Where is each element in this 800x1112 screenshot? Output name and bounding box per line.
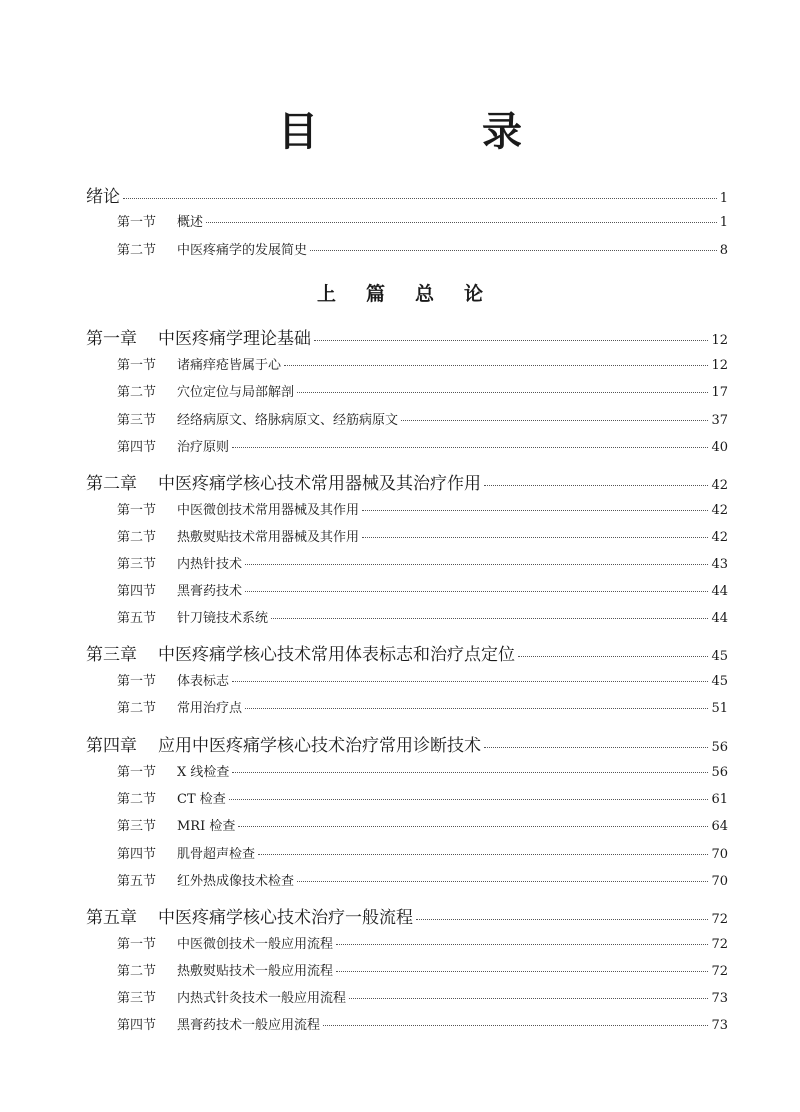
toc-section-entry: [117, 987, 728, 1006]
toc-section-entry: [117, 761, 728, 780]
entry-number: 第一节: [117, 358, 157, 373]
dot-leader: [349, 997, 708, 999]
entry-number: 第三章: [86, 645, 137, 665]
dot-leader: [258, 853, 708, 855]
toc-chapter-entry: [86, 324, 728, 349]
entry-number: 第二章: [86, 474, 137, 494]
page-number: 37: [711, 413, 728, 428]
entry-title: X 线检查: [177, 765, 230, 780]
toc-section-entry: [117, 697, 728, 716]
entry-number: 第一节: [117, 937, 157, 952]
entry-title: 治疗原则: [177, 440, 230, 455]
entry-number: 第三节: [117, 413, 157, 428]
entry-title: 内热式针灸技术一般应用流程: [177, 991, 347, 1006]
dot-leader: [206, 221, 717, 223]
dot-leader: [416, 918, 708, 920]
page-number: 12: [711, 333, 728, 348]
entry-label: [86, 182, 120, 207]
toc-chapter-entry: [86, 469, 728, 494]
dot-leader: [362, 509, 708, 511]
entry-title: 中医疼痛学核心技术治疗一般流程: [158, 908, 413, 928]
entry-title: 经络病原文、络脉病原文、经筋病原文: [177, 413, 399, 428]
page-number: 72: [711, 964, 728, 979]
toc-section-entry: [117, 788, 728, 807]
entry-title: 内热针技术: [177, 557, 243, 572]
toc-section-entry: [117, 436, 728, 455]
entry-label: [86, 640, 515, 665]
entry-title: 应用中医疼痛学核心技术治疗常用诊断技术: [158, 736, 481, 756]
dot-leader: [336, 970, 708, 972]
entry-title: 肌骨超声检查: [177, 847, 256, 862]
toc-section-entry: [117, 580, 728, 599]
entry-number: 第三节: [117, 819, 157, 834]
entry-number: 第二节: [117, 243, 157, 258]
dot-leader: [314, 339, 708, 341]
entry-number: 第一节: [117, 503, 157, 518]
page-number: 8: [719, 243, 728, 258]
toc-section-entry: [117, 815, 728, 834]
entry-label: [117, 697, 242, 716]
entry-number: 第四节: [117, 1018, 157, 1033]
dot-leader: [232, 771, 708, 773]
entry-label: [86, 903, 413, 928]
page-number: 45: [711, 649, 728, 664]
entry-title: 中医微创技术一般应用流程: [177, 937, 334, 952]
page-number: 42: [711, 530, 728, 545]
entry-title: 体表标志: [177, 674, 230, 689]
entry-title: 针刀镜技术系统: [177, 611, 269, 626]
page-number: 42: [711, 478, 728, 493]
entry-title: 热敷熨贴技术一般应用流程: [177, 964, 334, 979]
entry-label: [117, 987, 346, 1006]
entry-label: [117, 788, 226, 807]
dot-leader: [271, 617, 708, 619]
entry-label: [117, 815, 235, 834]
page-number: 73: [711, 991, 728, 1006]
toc-section-entry: [117, 670, 728, 689]
dot-leader: [310, 249, 717, 251]
page-number: 44: [711, 611, 728, 626]
entry-number: 第一节: [117, 765, 157, 780]
entry-number: 第二节: [117, 964, 157, 979]
entry-number: 第二节: [117, 792, 157, 807]
entry-title: 热敷熨贴技术常用器械及其作用: [177, 530, 360, 545]
entry-title: 黑膏药技术: [177, 584, 243, 599]
entry-number: 第四节: [117, 440, 157, 455]
toc-section-entry: [117, 933, 728, 952]
page-number: 1: [719, 215, 728, 230]
entry-label: [117, 580, 242, 599]
page-number: 72: [711, 937, 728, 952]
toc-chapter-entry: [86, 182, 728, 207]
toc-section-entry: [117, 381, 728, 400]
entry-label: [117, 670, 229, 689]
page-number: 44: [711, 584, 728, 599]
dot-leader: [518, 655, 708, 657]
page-number: 42: [711, 503, 728, 518]
entry-label: [86, 469, 481, 494]
page-number: 61: [711, 792, 728, 807]
entry-title: 中医疼痛学理论基础: [158, 329, 311, 349]
page-number: 43: [711, 557, 728, 572]
entry-label: [117, 960, 333, 979]
toc-section-entry: [117, 607, 728, 626]
page-number: 45: [711, 674, 728, 689]
entry-label: [117, 843, 255, 862]
dot-leader: [297, 880, 708, 882]
dot-leader: [232, 680, 708, 682]
dot-leader: [123, 197, 717, 199]
dot-leader: [245, 590, 708, 592]
entry-label: [117, 211, 203, 230]
dot-leader: [401, 419, 708, 421]
dot-leader: [484, 746, 708, 748]
entry-number: 第一节: [117, 215, 157, 230]
page-number: 70: [711, 874, 728, 889]
entry-title: MRI 检查: [177, 819, 236, 834]
page-number: 64: [711, 819, 728, 834]
dot-leader: [238, 825, 708, 827]
toc-section-entry: [117, 354, 728, 373]
entry-number: 第五节: [117, 874, 157, 889]
toc-section-entry: [117, 211, 728, 230]
entry-number: 第四节: [117, 847, 157, 862]
entry-label: [117, 1014, 320, 1033]
toc-title: 目 录: [278, 109, 584, 155]
entry-number: 第二节: [117, 385, 157, 400]
entry-title: 常用治疗点: [177, 701, 243, 716]
page-number: 1: [719, 191, 728, 206]
entry-number: 第四节: [117, 584, 157, 599]
entry-number: 第二节: [117, 701, 157, 716]
entry-title: 中医疼痛学核心技术常用器械及其治疗作用: [158, 474, 481, 494]
entry-title: 黑膏药技术一般应用流程: [177, 1018, 321, 1033]
entry-label: [117, 381, 294, 400]
entry-title: 概述: [177, 215, 204, 230]
entry-label: [117, 239, 307, 258]
toc-section-entry: [117, 960, 728, 979]
toc-section-entry: [117, 499, 728, 518]
toc-chapter-entry: [86, 640, 728, 665]
page-number: 56: [711, 765, 728, 780]
entry-label: [117, 526, 359, 545]
toc-section-entry: [117, 239, 728, 258]
toc-chapter-entry: [86, 731, 728, 756]
page-number: 56: [711, 740, 728, 755]
toc-section-entry: [117, 843, 728, 862]
entry-title: 红外热成像技术检查: [177, 874, 295, 889]
dot-leader: [232, 446, 708, 448]
entry-title: 中医疼痛学核心技术常用体表标志和治疗点定位: [158, 645, 515, 665]
toc-section-entry: [117, 1014, 728, 1033]
entry-number: 第五章: [86, 908, 137, 928]
entry-label: [117, 436, 229, 455]
page-number: 70: [711, 847, 728, 862]
toc-section-entry: [117, 526, 728, 545]
entry-title: 中医微创技术常用器械及其作用: [177, 503, 360, 518]
toc-chapter-entry: [86, 903, 728, 928]
entry-number: 第四章: [86, 736, 137, 756]
dot-leader: [245, 563, 708, 565]
entry-label: [117, 761, 229, 780]
entry-number: 第三节: [117, 991, 157, 1006]
part-title: 上篇总论: [316, 283, 513, 305]
toc-section-entry: [117, 870, 728, 889]
entry-title: 诸痛痒疮皆属于心: [177, 358, 282, 373]
entry-number: 第一节: [117, 674, 157, 689]
entry-title: 中医疼痛学的发展简史: [177, 243, 308, 258]
entry-label: [86, 324, 311, 349]
entry-label: [117, 354, 281, 373]
page-number: 17: [711, 385, 728, 400]
dot-leader: [484, 484, 708, 486]
entry-title: CT 检查: [177, 792, 226, 807]
entry-title: 穴位定位与局部解剖: [177, 385, 295, 400]
entry-number: 第二节: [117, 530, 157, 545]
page-number: 12: [711, 358, 728, 373]
page-number: 72: [711, 912, 728, 927]
entry-label: [117, 933, 333, 952]
toc-section-entry: [117, 553, 728, 572]
dot-leader: [229, 798, 709, 800]
page-number: 73: [711, 1018, 728, 1033]
entry-number: 第五节: [117, 611, 157, 626]
toc-section-entry: [117, 409, 728, 428]
entry-label: [117, 553, 242, 572]
dot-leader: [284, 364, 708, 366]
dot-leader: [297, 391, 708, 393]
entry-label: [117, 409, 398, 428]
dot-leader: [336, 943, 708, 945]
dot-leader: [245, 707, 708, 709]
entry-label: [117, 870, 294, 889]
entry-label: [117, 499, 359, 518]
entry-number: 第三节: [117, 557, 157, 572]
dot-leader: [362, 536, 708, 538]
entry-title: 绪论: [86, 187, 120, 207]
page-number: 40: [711, 440, 728, 455]
entry-number: 第一章: [86, 329, 137, 349]
entry-label: [117, 607, 268, 626]
dot-leader: [323, 1024, 708, 1026]
entry-label: [86, 731, 481, 756]
page-number: 51: [711, 701, 728, 716]
